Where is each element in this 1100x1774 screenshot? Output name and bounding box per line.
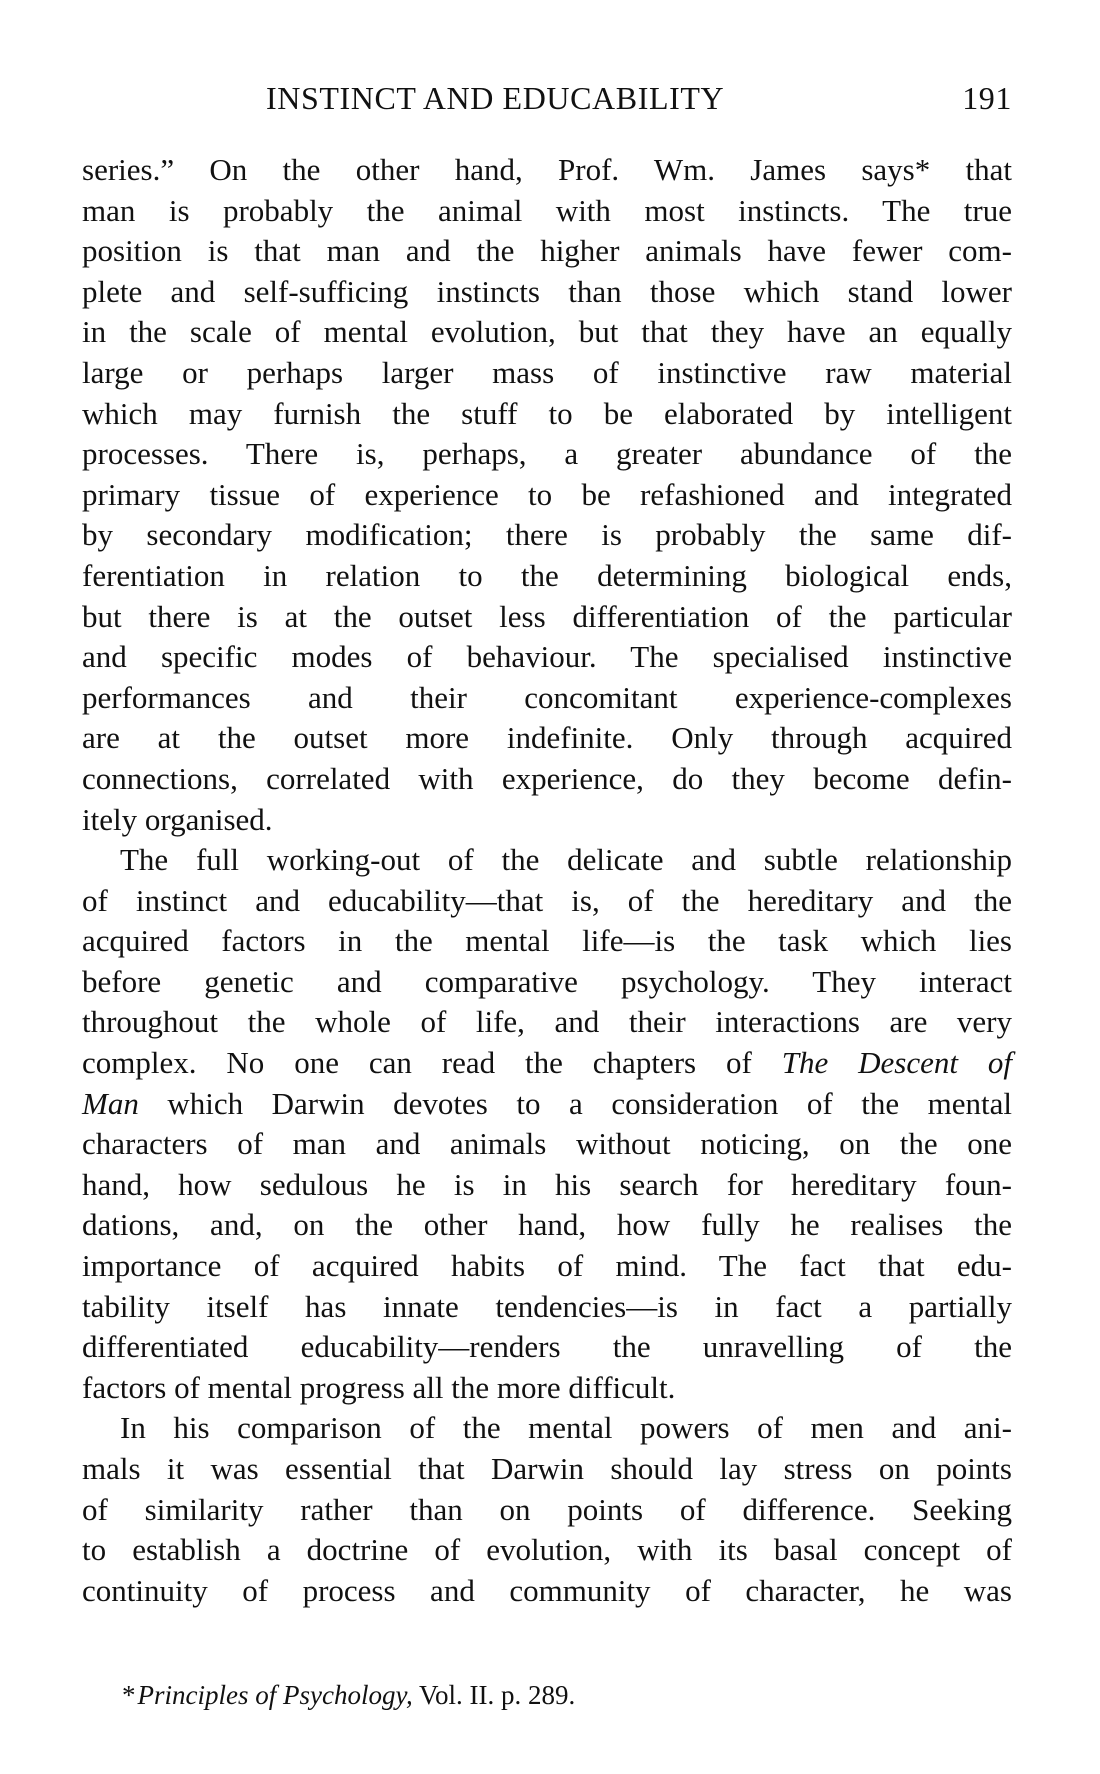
running-head — [82, 80, 1012, 120]
text-line: acquired factors in the mental life—is the task which lies — [82, 923, 1012, 959]
text-line: of instinct and educability—that is, of the hereditary and the — [82, 882, 1012, 918]
text-line: large or perhaps larger mass of instinctive raw material — [82, 354, 1012, 390]
text-line: characters of man and animals without noticing, on the one — [82, 1126, 1012, 1162]
text-line: to establish a doctrine of evolution, with its basal concept of — [82, 1532, 1012, 1568]
footnote-title: Principles of Psychology, — [137, 1680, 413, 1710]
book-title-italic: Man — [82, 1085, 139, 1121]
text-line: series.” On the other hand, Prof. Wm. James says* that — [82, 152, 1012, 187]
text-line: importance of acquired habits of mind. The fact that edu- — [82, 1248, 1012, 1284]
text-line: throughout the whole of life, and their interactions are very — [82, 1004, 1012, 1040]
text-line: position is that man and the higher animals have fewer com- — [82, 233, 1012, 269]
footnote-reference: Vol. II. p. 289. — [412, 1680, 576, 1710]
text-line: tability itself has innate tendencies—is in fact a partially — [82, 1288, 1012, 1324]
text-line: dations, and, on the other hand, how fully he realises the — [82, 1207, 1012, 1243]
book-title-italic: The Descent of — [781, 1045, 1012, 1081]
footnote — [122, 1680, 575, 1711]
text-line: by secondary modification; there is probably the same dif- — [82, 517, 1012, 553]
text-line: factors of mental progress all the more difficult. — [82, 1369, 676, 1405]
footnote-mark: * — [122, 1680, 136, 1710]
text-line: of similarity rather than on points of difference. Seeking — [82, 1491, 1012, 1527]
text-line: performances and their concomitant experience-complexes — [82, 679, 1012, 715]
text-segment: which Darwin devotes to a consideration of the mental — [138, 1085, 1012, 1121]
text-segment: complex. No one can read the chapters of — [82, 1045, 782, 1081]
text-line: and specific modes of behaviour. The specialised instinctive — [82, 639, 1012, 675]
text-line: itely organised. — [82, 801, 273, 837]
text-line: in the scale of mental evolution, but that they have an equally — [82, 314, 1012, 350]
text-line: are at the outset more indefinite. Only through acquired — [82, 720, 1012, 756]
text-line: ferentiation in relation to the determining biological ends, — [82, 557, 1012, 593]
text-line: before genetic and comparative psychology. They interact — [82, 963, 1012, 999]
text-line: plete and self-sufficing instincts than those which stand lower — [82, 273, 1012, 309]
body-text — [82, 150, 1012, 1611]
text-line — [82, 1043, 1012, 1084]
running-head-title: INSTINCT AND EDUCABILITY — [266, 80, 725, 116]
text-line: connections, correlated with experience, do they become defin- — [82, 760, 1012, 796]
page-number: 191 — [962, 80, 1012, 116]
text-line: hand, how sedulous he is in his search for hereditary foun- — [82, 1166, 1012, 1202]
text-line: but there is at the outset less differentiation of the particular — [82, 598, 1012, 634]
text-line: differentiated educability—renders the unravelling of the — [82, 1329, 1012, 1365]
text-line: man is probably the animal with most instincts. The true — [82, 192, 1012, 228]
text-line — [82, 1084, 1012, 1125]
text-line: mals it was essential that Darwin should lay stress on points — [82, 1451, 1012, 1486]
text-line: continuity of process and community of character, he was — [82, 1572, 1012, 1608]
text-line: which may furnish the stuff to be elaborated by intelligent — [82, 395, 1012, 431]
paragraph-first-line: In his comparison of the mental powers of men and ani- — [120, 1410, 1012, 1446]
text-line: processes. There is, perhaps, a greater abundance of the — [82, 436, 1012, 472]
text-line: primary tissue of experience to be refashioned and integrated — [82, 476, 1012, 512]
paragraph-first-line: The full working-out of the delicate and subtle relationship — [120, 842, 1012, 878]
